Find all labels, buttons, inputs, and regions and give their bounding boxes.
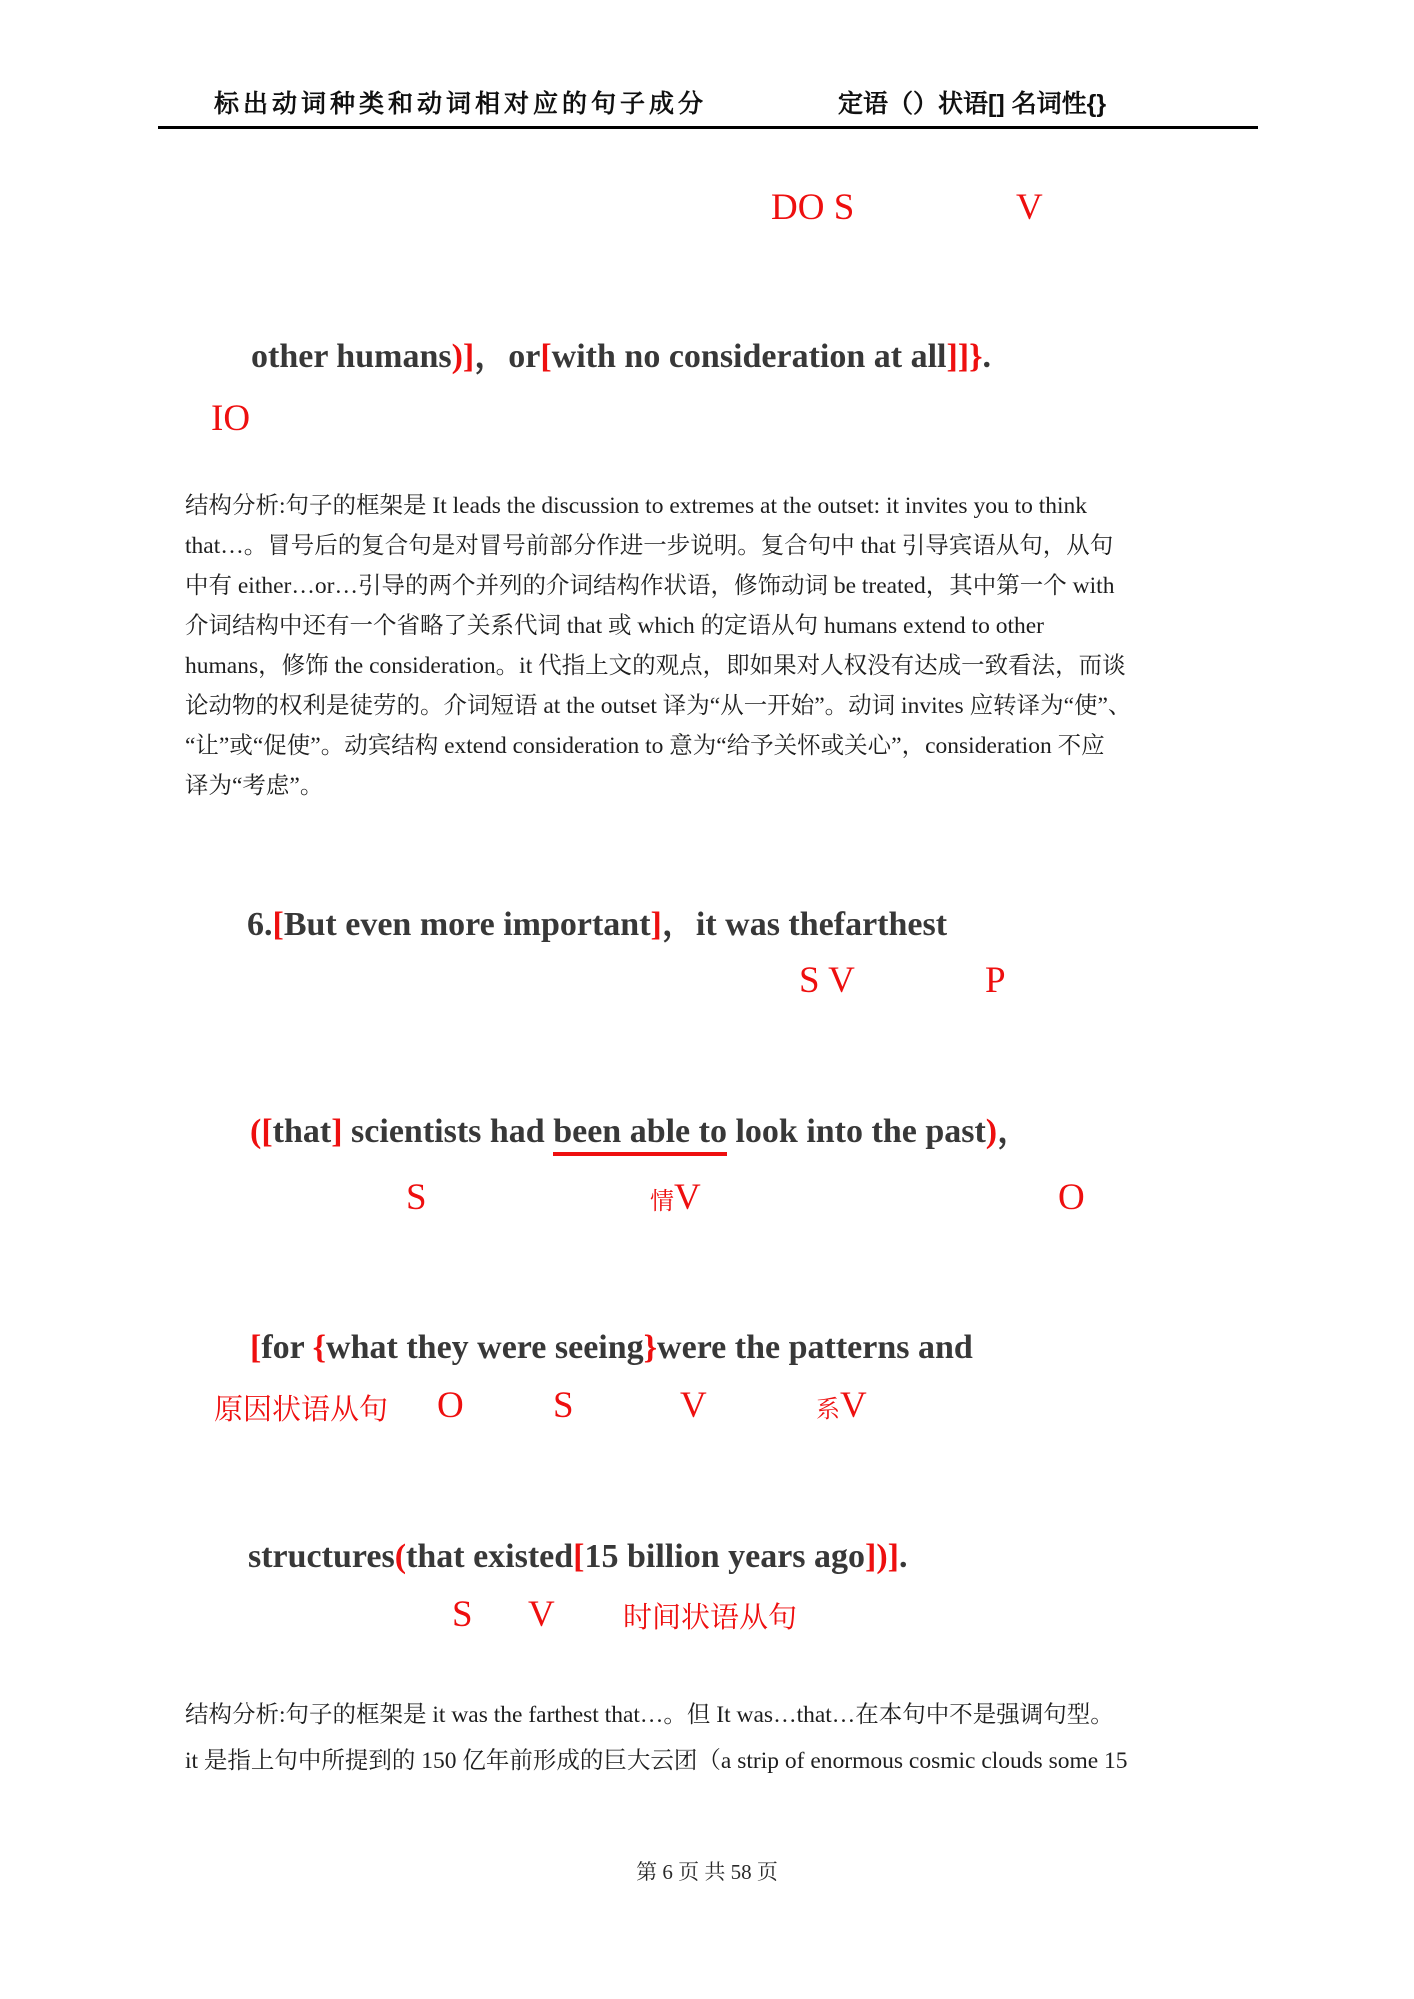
annotation-do-s: DO S xyxy=(771,187,855,228)
text-segment: . xyxy=(899,1537,908,1575)
bracket-red: ]]} xyxy=(946,337,983,375)
bracket-red: [ xyxy=(261,1112,273,1150)
text-segment: what they were seeing xyxy=(326,1328,644,1366)
paren-red: ( xyxy=(250,1112,262,1150)
text-segment: that xyxy=(272,1112,332,1150)
text-segment: were the patterns and xyxy=(657,1328,973,1366)
annotation-link-v xyxy=(816,1387,867,1424)
underlined-phrase: been able to xyxy=(553,1113,727,1156)
verb-label: V xyxy=(840,1385,867,1426)
text-segment: that existed xyxy=(406,1537,574,1575)
text-segment: look into the past xyxy=(726,1112,986,1150)
annotation-s: S xyxy=(406,1177,427,1218)
bracket-red: [ xyxy=(272,905,284,943)
bracket-red: [ xyxy=(540,337,552,375)
paren-red: ( xyxy=(394,1537,407,1575)
text-segment: structures xyxy=(248,1537,395,1575)
header-left-title: 标出动词种类和动词相对应的句子成分 xyxy=(214,90,708,118)
sentence-line-1 xyxy=(217,296,991,418)
annotation-v: V xyxy=(528,1594,555,1635)
paragraph-line: 结构分析:句子的框架是 It leads the discussion to extremes at the outset: it invites you to think xyxy=(185,493,1088,519)
annotation-s-v: S V xyxy=(799,960,855,1001)
annotation-s: S xyxy=(452,1594,473,1635)
item-number: 6. xyxy=(247,905,273,943)
bracket-red: [ xyxy=(250,1328,262,1366)
annotation-s: S xyxy=(553,1385,574,1426)
annotation-p: P xyxy=(985,960,1006,1001)
analysis-paragraph-2 xyxy=(185,1692,1128,1784)
modal-marker: 情 xyxy=(650,1189,674,1215)
annotation-v: V xyxy=(1016,187,1043,228)
bracket-red: )] xyxy=(451,337,475,375)
text-segment: 15 billion years ago xyxy=(584,1537,866,1575)
paragraph-line: humans，修饰 the consideration。it 代指上文的观点，即如果对人权没有达成一致看法，而谈 xyxy=(185,653,1126,679)
brace-red: } xyxy=(643,1328,658,1366)
paragraph-line: it 是指上句中所提到的 150 亿年前形成的巨大云团（a strip of enormous cosmic clouds some 15 xyxy=(185,1748,1128,1774)
paragraph-line: 中有 either…or…引导的两个并列的介词结构作状语，修饰动词 be treated，其中第一个 with xyxy=(185,573,1115,599)
annotation-o: O xyxy=(437,1385,464,1426)
text-segment: with no consideration at all xyxy=(551,337,947,375)
bracket-red: ] xyxy=(650,905,662,943)
text-segment: scientists had xyxy=(342,1112,554,1150)
paren-red: ) xyxy=(985,1112,998,1150)
paragraph-line: 译为“考虑”。 xyxy=(185,773,324,799)
annotation-modal-v xyxy=(650,1179,701,1216)
header-rule xyxy=(158,126,1258,129)
paragraph-line: that…。冒号后的复合句是对冒号前部分作进一步说明。复合句中 that 引导宾语从句，从句 xyxy=(185,533,1114,559)
bracket-red: ] xyxy=(331,1112,343,1150)
text-segment: other humans xyxy=(251,337,452,375)
bracket-red: ])] xyxy=(865,1537,899,1575)
annotation-time-clause-label: 时间状语从句 xyxy=(623,1602,798,1634)
text-segment: it was thefarthest xyxy=(695,905,948,943)
text-segment: But even more important xyxy=(283,905,651,943)
annotation-io: IO xyxy=(211,398,251,439)
paragraph-line: “让”或“促使”。动宾结构 extend consideration to 意为“给予关怀或关心”，consideration 不应 xyxy=(185,733,1105,759)
paragraph-line: 结构分析:句子的框架是 it was the farthest that…。但 It was…that…在本句中不是强调句型。 xyxy=(185,1702,1114,1728)
annotation-v: V xyxy=(680,1385,707,1426)
text-segment: ， xyxy=(474,337,509,375)
annotation-cause-clause-label: 原因状语从句 xyxy=(214,1394,389,1426)
paragraph-line: 论动物的权利是徒劳的。介词短语 at the outset 译为“从一开始”。动词 invites 应转译为“使”、 xyxy=(185,693,1132,719)
analysis-paragraph-1 xyxy=(185,486,1131,806)
sentence-line-4 xyxy=(214,1496,908,1618)
text-segment: for xyxy=(261,1328,313,1366)
verb-label: V xyxy=(674,1177,701,1218)
brace-red: { xyxy=(312,1328,327,1366)
text-segment: or xyxy=(508,337,541,375)
link-marker: 系 xyxy=(816,1397,840,1423)
text-segment: ， xyxy=(997,1112,1032,1150)
paragraph-line: 介词结构中还有一个省略了关系代词 that 或 which 的定语从句 humans extend to other xyxy=(185,613,1044,639)
bracket-red: [ xyxy=(573,1537,585,1575)
page-footer: 第 6 页 共 58 页 xyxy=(636,1860,778,1884)
annotation-o: O xyxy=(1058,1177,1085,1218)
text-segment: ， xyxy=(661,905,696,943)
text-segment: . xyxy=(982,337,992,375)
sentence-line-2 xyxy=(216,1071,1031,1193)
header-right-legend: 定语（）状语[] 名词性{} xyxy=(838,90,1107,118)
